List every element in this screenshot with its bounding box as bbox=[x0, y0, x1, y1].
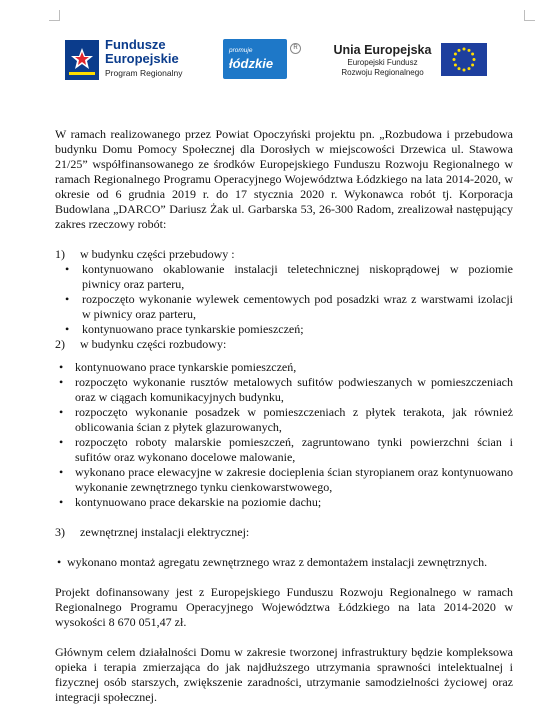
list-item bbox=[55, 495, 513, 510]
list-item bbox=[55, 405, 513, 435]
bullet-icon: • bbox=[59, 375, 64, 389]
list-item-text: kontynuowano prace tynkarskie pomieszczeń, bbox=[75, 360, 297, 374]
fe-logo-line3: Program Regionalny bbox=[105, 68, 183, 78]
goal-paragraph: Głównym celem działalności Domu w zakresie tworzonej infrastruktury będzie kompleksowa opieka i terapia zmierzająca do jak najdłuższego utrzymania sprawności intelektualnej i fizycznej osób starszych, zwiększenie zaradności, utrzymanie samodzielności życiowej oraz integracji społecznej. bbox=[55, 645, 513, 704]
page-corner-mark bbox=[524, 10, 535, 21]
section-title: zewnętrznej instalacji elektrycznej: bbox=[80, 525, 250, 539]
fe-logo-text bbox=[105, 38, 182, 80]
section-number: 1) bbox=[55, 247, 65, 261]
promuje-lodzkie-logo bbox=[223, 39, 298, 79]
list-item bbox=[55, 322, 513, 337]
fe-flag-icon bbox=[63, 38, 101, 82]
list-item-text: wykonano prace elewacyjne w zakresie docieplenia ścian styropianem oraz kontynuowano wykonanie zewnętrznego tynku cienkowarstwowego, bbox=[75, 465, 513, 494]
lodz-logo-small-text: promuje bbox=[229, 47, 253, 54]
list-item bbox=[55, 262, 513, 292]
funding-paragraph: Projekt dofinansowany jest z Europejskiego Funduszu Rozwoju Regionalnego w ramach Regionalnego Programu Operacyjnego Województwa Łódzkiego na lata 2014-2020 w wysokości 8 670 051,47 zł. bbox=[55, 585, 513, 629]
section-heading bbox=[55, 247, 513, 262]
list-item bbox=[55, 465, 513, 495]
list-item-text: wykonano montaż agregatu zewnętrznego wraz z demontażem instalacji zewnętrznych. bbox=[67, 555, 488, 569]
list-item bbox=[55, 375, 513, 405]
bullet-icon: • bbox=[57, 555, 62, 569]
list-item-text: kontynuowano okablowanie instalacji teletechnicznej niskoprądowej w poziomie piwnicy oraz parteru, bbox=[82, 262, 513, 291]
section-list bbox=[55, 555, 513, 570]
ue-line1: Unia Europejska bbox=[333, 43, 432, 57]
section-title: w budynku części przebudowy : bbox=[80, 247, 235, 261]
bullet-icon: • bbox=[59, 465, 64, 479]
list-item-text: rozpoczęto wykonanie rusztów metalowych sufitów podwieszanych w pomieszczeniach oraz w ciągach komunikacyjnych budynku, bbox=[75, 375, 513, 404]
bullet-icon: • bbox=[59, 495, 64, 509]
fundusze-europejskie-logo bbox=[63, 38, 213, 86]
unia-europejska-text bbox=[331, 43, 434, 78]
page-corner-mark bbox=[49, 10, 60, 21]
section-1 bbox=[55, 247, 513, 337]
ue-line2: Europejski Fundusz bbox=[347, 58, 418, 67]
section-number: 2) bbox=[55, 337, 65, 351]
document-body bbox=[55, 127, 513, 720]
registered-mark-icon: R bbox=[290, 43, 301, 54]
bullet-icon: • bbox=[59, 435, 64, 449]
list-item-text: rozpoczęto roboty malarskie pomieszczeń, zagruntowano tynki powierzchni ścian i sufitów oraz wykonano docelowe malowanie, bbox=[75, 435, 513, 464]
section-number: 3) bbox=[55, 525, 65, 539]
list-item bbox=[55, 292, 513, 322]
intro-paragraph: W ramach realizowanego przez Powiat Opoczyński projektu pn. „Rozbudowa i przebudowa budynku Domu Pomocy Społecznej dla Dorosłych w miejscowości Drzewica ul. Stawowa 21/25” współfinansowanego ze środków Europejskiego Funduszu Rozwoju Regionalnego w ramach Regionalnego Programu Operacyjnego Województwa Łódzkiego na lata 2014-2020, w okresie od 6 grudnia 2019 r. do 17 stycznia 2020 r. Wykonawca robót tj. Korporacja Budowlana „DARCO” Dariusz Żak ul. Garbarska 53, 26-300 Radom, zrealizował następujący zakres rzeczowy robót: bbox=[55, 127, 513, 231]
fe-logo-line2: Europejskie bbox=[105, 51, 179, 66]
bullet-icon: • bbox=[59, 360, 64, 374]
fe-logo-line1: Fundusze bbox=[105, 37, 166, 52]
lodz-logo-big-text: łódzkie bbox=[229, 56, 274, 71]
bullet-icon: • bbox=[65, 262, 70, 276]
bullet-icon: • bbox=[65, 292, 70, 306]
list-item-text: rozpoczęto wykonanie wylewek cementowych pod posadzki wraz z warstwami izolacji w piwnicy oraz parteru, bbox=[82, 292, 513, 321]
section-heading bbox=[55, 337, 513, 352]
list-item-text: rozpoczęto wykonanie posadzek w pomieszczeniach z płytek terakota, jak również oblicowania ścian z płytek glazurowanych, bbox=[75, 405, 513, 434]
section-2 bbox=[55, 337, 513, 510]
logo-bar bbox=[63, 30, 493, 100]
ue-line3: Rozwoju Regionalnego bbox=[341, 68, 424, 77]
list-item bbox=[55, 360, 513, 375]
section-3 bbox=[55, 525, 513, 570]
list-item-text: kontynuowano prace tynkarskie pomieszczeń; bbox=[82, 322, 304, 336]
section-title: w budynku części rozbudowy: bbox=[80, 337, 227, 351]
list-item bbox=[55, 555, 513, 570]
bullet-icon: • bbox=[65, 322, 70, 336]
list-item bbox=[55, 435, 513, 465]
section-heading bbox=[55, 525, 513, 540]
section-list bbox=[55, 262, 513, 337]
bullet-icon: • bbox=[59, 405, 64, 419]
list-item-text: kontynuowano prace dekarskie na poziomie dachu; bbox=[75, 495, 322, 509]
section-list bbox=[55, 360, 513, 510]
eu-flag-icon bbox=[441, 43, 487, 76]
